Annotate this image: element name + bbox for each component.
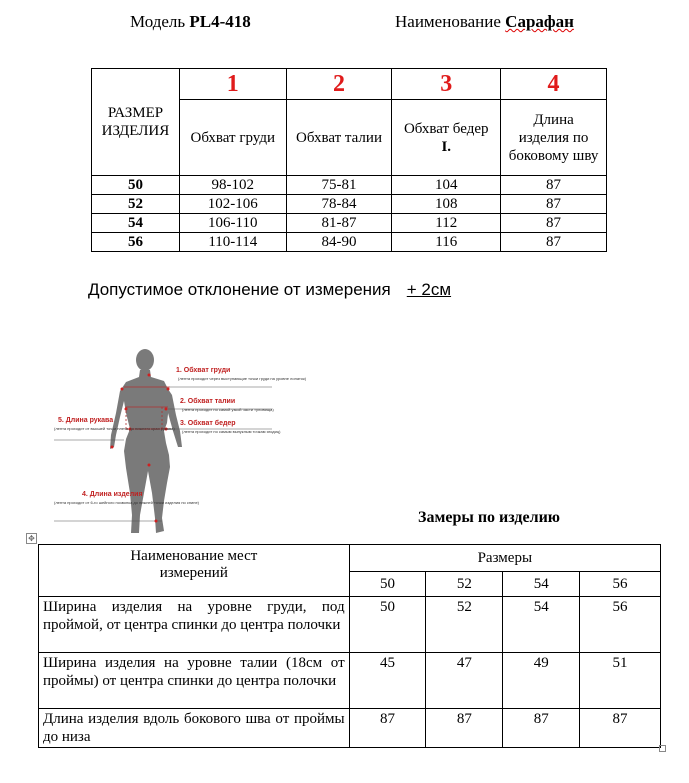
name-header-cell [39, 545, 350, 597]
size-header: РАЗМЕР ИЗДЕЛИЯ [101, 105, 170, 139]
col-number-4: 4 [501, 69, 607, 100]
label-chest: 1. Обхват груди [176, 367, 231, 374]
col-header-waist-text: Обхват талии [296, 129, 382, 146]
row-chest: 110-114 [179, 233, 286, 252]
row-waist: 84-90 [286, 233, 392, 252]
body-measurement-figure [52, 343, 307, 543]
tolerance-text: Допустимое отклонение от измерения [88, 280, 391, 299]
row-size: 52 [92, 195, 180, 214]
label-length: 4. Длина изделия [82, 491, 143, 498]
measure-label: Ширина изделия на уровне груди, под проймой, от центра спинки до центра полочки [39, 597, 350, 653]
measure-label: Длина изделия вдоль бокового шва от проймы до низа [39, 709, 350, 748]
table-row [92, 176, 607, 195]
table-resize-handle[interactable] [659, 745, 666, 752]
size-header-cell [92, 69, 180, 176]
col-number-3: 3 [392, 69, 501, 100]
row-chest: 102-106 [179, 195, 286, 214]
measure-value: 52 [426, 597, 503, 653]
col-header-hips-text: Обхват бедер [403, 120, 489, 137]
name-label: Наименование [395, 12, 501, 31]
table-row [92, 195, 607, 214]
measure-value: 87 [580, 709, 661, 748]
measure-value: 87 [503, 709, 580, 748]
size-col-header: 50 [349, 572, 426, 597]
row-chest: 106-110 [179, 214, 286, 233]
label-sleeve-note: (лента проходит от высшей точки плеча до нижнего края рукава) [54, 426, 175, 431]
row-size: 56 [92, 233, 180, 252]
row-chest: 98-102 [179, 176, 286, 195]
size-table [91, 68, 607, 252]
silhouette-image [110, 349, 182, 533]
tolerance-note [88, 280, 451, 300]
label-sleeve: 5. Длина рукава [58, 417, 114, 424]
measure-value: 54 [503, 597, 580, 653]
col-header-length [501, 100, 607, 176]
row-length: 87 [501, 176, 607, 195]
row-length: 87 [501, 233, 607, 252]
label-hips: 3. Обхват бедер [180, 420, 236, 427]
measure-value: 51 [580, 653, 661, 709]
measure-value: 50 [349, 597, 426, 653]
name-value: Сарафан [505, 12, 574, 31]
row-hips: 116 [392, 233, 501, 252]
row-length: 87 [501, 214, 607, 233]
name-header [395, 12, 574, 32]
table-move-handle-icon[interactable]: ✥ [26, 533, 37, 544]
row-hips: 112 [392, 214, 501, 233]
size-col-header: 52 [426, 572, 503, 597]
col-header-chest-text: Обхват груди [190, 129, 276, 146]
label-length-note: (лента проходит от 6-го шейного позвонка до нижней точки изделия по спине) [54, 500, 200, 505]
row-waist: 81-87 [286, 214, 392, 233]
col-number-2: 2 [286, 69, 392, 100]
row-size: 54 [92, 214, 180, 233]
label-hips-note: (лента проходит по самым выпуклым точкам ягодиц) [182, 429, 281, 434]
table-row [39, 653, 661, 709]
label-waist: 2. Обхват талии [180, 398, 236, 405]
measure-label: Ширина изделия на уровне талии (18см от проймы) от центра спинки до центра полочки [39, 653, 350, 709]
table-row [92, 214, 607, 233]
model-header [130, 12, 251, 32]
measure-value: 49 [503, 653, 580, 709]
measure-value: 56 [580, 597, 661, 653]
label-chest-note: (лента проходит через выступающие точки груди на уровне лопаток) [178, 376, 307, 381]
measure-value: 47 [426, 653, 503, 709]
sizes-header: Размеры [349, 545, 660, 572]
row-waist: 75-81 [286, 176, 392, 195]
col-number-1: 1 [179, 69, 286, 100]
col-header-hips-suffix: I. [441, 138, 452, 155]
measure-value: 87 [349, 709, 426, 748]
model-value: PL4-418 [189, 12, 251, 31]
col-header-waist [286, 100, 392, 176]
measure-table [38, 544, 661, 748]
row-size: 50 [92, 176, 180, 195]
col-header-chest [179, 100, 286, 176]
row-hips: 108 [392, 195, 501, 214]
measure-value: 87 [426, 709, 503, 748]
table-row [39, 597, 661, 653]
name-header: Наименование мест измерений [130, 548, 258, 581]
measure-table-title: Замеры по изделию [418, 509, 561, 526]
row-hips: 104 [392, 176, 501, 195]
col-header-length-text: Длина изделия по боковому шву [508, 111, 599, 164]
tolerance-value: + 2см [406, 280, 452, 299]
row-waist: 78-84 [286, 195, 392, 214]
table-row [39, 709, 661, 748]
row-length: 87 [501, 195, 607, 214]
measure-value: 45 [349, 653, 426, 709]
model-label: Модель [130, 12, 186, 31]
label-waist-note: (лента проходит по самой узкой части туловища) [182, 407, 274, 412]
size-col-header: 54 [503, 572, 580, 597]
table-row [92, 233, 607, 252]
size-col-header: 56 [580, 572, 661, 597]
col-header-hips [392, 100, 501, 176]
